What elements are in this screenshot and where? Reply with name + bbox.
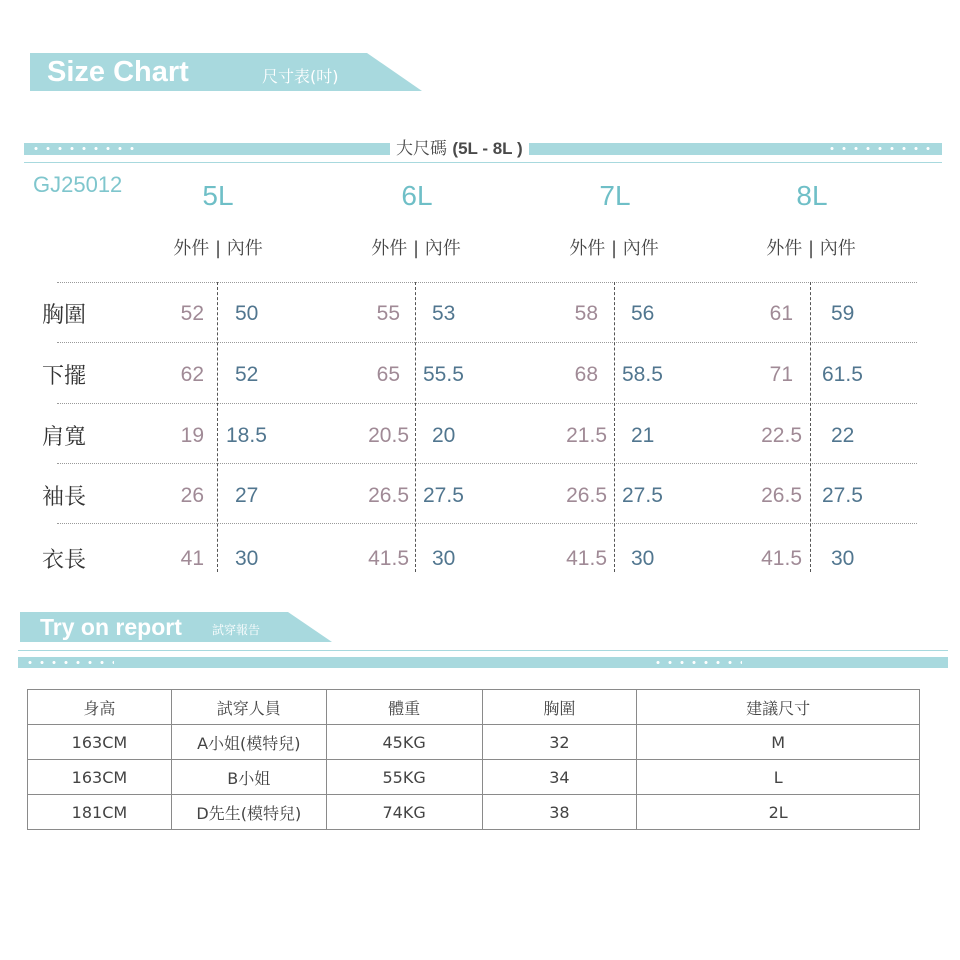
try-on-title: Try on report [40, 614, 182, 640]
size-label-8l: 8L [796, 180, 828, 211]
value-outer: 21.5 [566, 424, 607, 447]
header-suggested-size: 建議尺寸 [637, 690, 920, 725]
value-outer: 41.5 [368, 547, 409, 570]
header-height: 身高 [28, 690, 172, 725]
value-outer: 26.5 [368, 484, 409, 507]
cell-chest: 38 [482, 795, 637, 830]
value-inner: 30 [235, 547, 259, 570]
value-inner: 30 [831, 547, 855, 570]
value-inner: 27.5 [622, 484, 663, 507]
section-underline [24, 162, 942, 163]
table-row [28, 795, 920, 830]
cell-tester: B小姐 [171, 760, 326, 795]
cell-tester: D先生(模特兒) [171, 795, 326, 830]
header-tester: 試穿人員 [171, 690, 326, 725]
value-inner: 58.5 [622, 363, 663, 386]
value-outer: 26 [180, 484, 204, 507]
value-inner: 30 [631, 547, 655, 570]
row-divider [57, 342, 917, 343]
value-outer: 65 [376, 363, 400, 386]
header-chest: 胸圍 [482, 690, 637, 725]
product-code: GJ25012 [33, 172, 123, 197]
cell-suggested-size: L [637, 760, 920, 795]
size-range-bold: (5L - 8L ) [452, 139, 523, 158]
column-divider-7l [614, 282, 615, 572]
decorative-dots-left [24, 661, 114, 664]
column-divider-8l [810, 282, 811, 572]
row-divider [57, 282, 917, 283]
table-row [28, 725, 920, 760]
size-chart-title: Size Chart [47, 56, 189, 88]
row-divider [57, 403, 917, 404]
try-on-header-bar [18, 657, 948, 668]
try-on-subtitle: 試穿報告 [212, 623, 261, 637]
value-inner: 20 [432, 424, 456, 447]
value-inner: 22 [831, 424, 855, 447]
cell-height: 163CM [28, 725, 172, 760]
cell-chest: 34 [482, 760, 637, 795]
value-outer: 20.5 [368, 424, 409, 447]
cell-height: 163CM [28, 760, 172, 795]
value-inner: 27.5 [822, 484, 863, 507]
decorative-dots-right [826, 147, 934, 150]
outer-inner-header-8l: 外件 | 內件 [766, 238, 856, 259]
try-on-topline [18, 650, 948, 651]
value-outer: 55 [376, 302, 400, 325]
row-divider [57, 523, 917, 524]
row-label-shoulder: 肩寬 [42, 425, 87, 450]
value-outer: 41.5 [761, 547, 802, 570]
table-row [28, 760, 920, 795]
cell-height: 181CM [28, 795, 172, 830]
size-chart-subtitle: 尺寸表(吋) [262, 67, 339, 86]
cell-suggested-size: 2L [637, 795, 920, 830]
size-label-7l: 7L [599, 180, 631, 211]
try-on-table [27, 689, 920, 830]
size-range-prefix: 大尺碼 [396, 139, 453, 159]
size-label-5l: 5L [202, 180, 234, 211]
cell-weight: 74KG [326, 795, 482, 830]
value-outer: 58 [574, 302, 598, 325]
value-inner: 18.5 [226, 424, 267, 447]
value-outer: 68 [574, 363, 598, 386]
value-inner: 61.5 [822, 363, 863, 386]
column-divider-5l [217, 282, 218, 572]
value-inner: 21 [631, 424, 655, 447]
value-inner: 59 [831, 302, 855, 325]
cell-chest: 32 [482, 725, 637, 760]
value-outer: 26.5 [566, 484, 607, 507]
column-divider-6l [415, 282, 416, 572]
size-range-caption [390, 134, 529, 159]
outer-inner-header-7l: 外件 | 內件 [569, 238, 659, 259]
value-inner: 30 [432, 547, 456, 570]
value-outer: 26.5 [761, 484, 802, 507]
cell-weight: 55KG [326, 760, 482, 795]
row-label-sleeve: 袖長 [42, 485, 87, 510]
size-label-6l: 6L [401, 180, 433, 211]
cell-tester: A小姐(模特兒) [171, 725, 326, 760]
value-inner: 50 [235, 302, 259, 325]
row-label-hem: 下擺 [42, 364, 87, 389]
value-inner: 27.5 [423, 484, 464, 507]
cell-suggested-size: M [637, 725, 920, 760]
value-outer: 62 [180, 363, 204, 386]
value-inner: 52 [235, 363, 259, 386]
row-label-chest: 胸圍 [42, 303, 87, 328]
table-header-row [28, 690, 920, 725]
row-divider [57, 463, 917, 464]
value-inner: 27 [235, 484, 259, 507]
value-inner: 53 [432, 302, 456, 325]
decorative-dots-left [30, 147, 138, 150]
value-inner: 56 [631, 302, 655, 325]
decorative-dots-right [652, 661, 742, 664]
row-label-length: 衣長 [42, 548, 87, 573]
value-inner: 55.5 [423, 363, 464, 386]
value-outer: 52 [180, 302, 204, 325]
outer-inner-header-6l: 外件 | 內件 [371, 238, 461, 259]
value-outer: 41.5 [566, 547, 607, 570]
value-outer: 71 [769, 363, 793, 386]
value-outer: 22.5 [761, 424, 802, 447]
value-outer: 61 [769, 302, 793, 325]
header-weight: 體重 [326, 690, 482, 725]
value-outer: 19 [180, 424, 204, 447]
outer-inner-header-5l: 外件 | 內件 [173, 238, 263, 259]
value-outer: 41 [180, 547, 204, 570]
cell-weight: 45KG [326, 725, 482, 760]
